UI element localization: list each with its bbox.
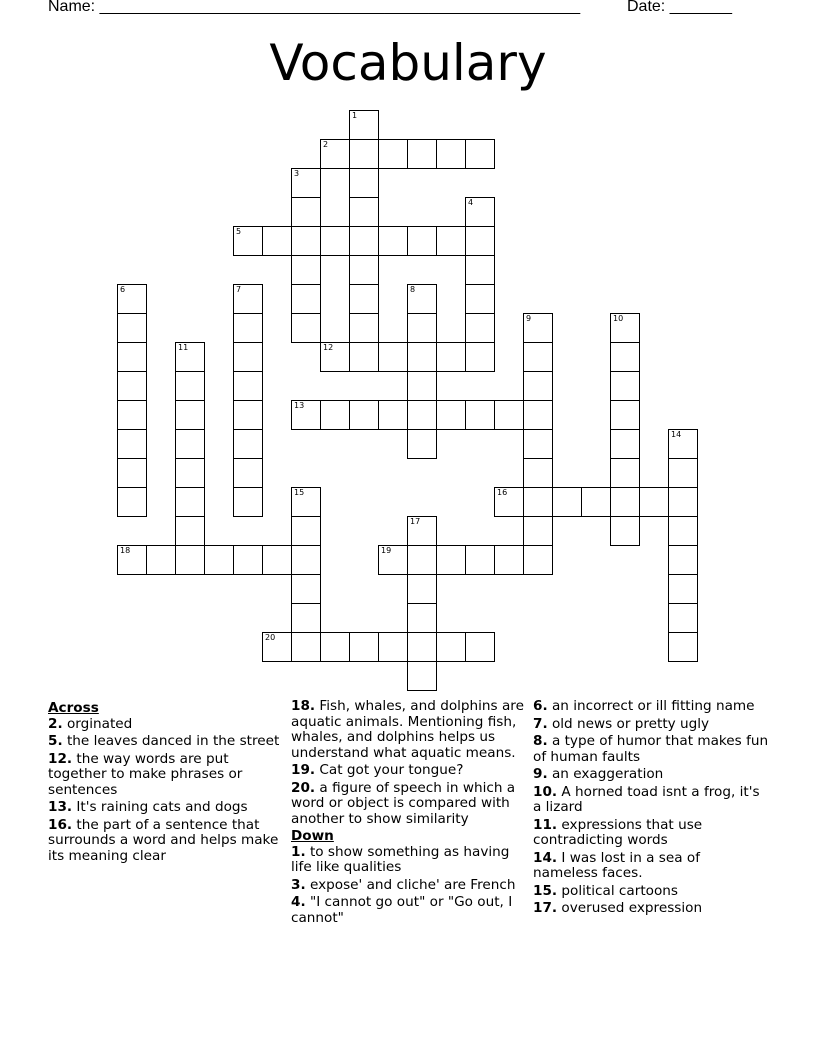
grid-cell[interactable] [407,284,437,314]
grid-cell[interactable] [610,371,640,401]
clue-item [291,895,527,926]
grid-cell[interactable] [465,632,495,662]
clue-number: 4. [291,894,306,910]
clue-item [533,884,769,900]
grid-cell[interactable] [349,284,379,314]
grid-cell[interactable] [233,284,263,314]
clue-number: 15. [533,882,558,899]
grid-cell[interactable] [523,516,553,546]
cell-number: 2 [323,140,329,149]
grid-cell[interactable] [146,545,176,575]
grid-cell[interactable] [117,284,147,314]
clue-item [533,818,769,849]
grid-cell[interactable] [291,574,321,604]
clue-number: 16. [48,816,73,833]
grid-cell[interactable] [291,197,321,227]
cell-number: 18 [120,546,131,555]
clue-item [48,734,284,750]
clue-text: the part of a sentence that surrounds a word and helps make its meaning clear [48,816,279,864]
clue-text: old news or pretty ugly [551,715,710,732]
grid-cell[interactable] [610,487,640,517]
grid-cell[interactable] [407,313,437,343]
grid-cell[interactable] [494,400,524,430]
clues-column-1 [48,699,284,866]
clue-text: expressions that use contradicting words [533,816,703,848]
clue-number: 9. [533,766,548,782]
clue-text: the leaves danced in the street [66,733,280,749]
clue-number: 14. [533,849,558,866]
grid-cell[interactable] [465,197,495,227]
clue-text: expose' and cliche' are French [309,876,516,893]
grid-cell[interactable] [465,139,495,169]
clue-item [48,752,284,799]
grid-cell[interactable] [378,226,408,256]
grid-cell[interactable] [349,342,379,372]
grid-cell[interactable] [291,516,321,546]
clue-number: 13. [48,799,73,815]
grid-cell[interactable] [291,545,321,575]
cell-number: 11 [178,343,189,352]
clue-number: 17. [533,900,558,916]
grid-cell[interactable] [465,313,495,343]
grid-cell[interactable] [233,342,263,372]
clue-item [533,734,769,765]
clue-text: an exaggeration [551,766,664,782]
clue-text: an incorrect or ill fitting name [551,698,755,714]
grid-cell[interactable] [349,632,379,662]
grid-cell[interactable] [349,313,379,343]
grid-cell[interactable] [320,400,350,430]
grid-cell[interactable] [523,487,553,517]
cell-number: 4 [468,198,474,207]
grid-cell[interactable] [291,226,321,256]
clue-number: 19. [291,762,316,778]
clue-number: 7. [533,715,548,732]
clue-item [48,800,284,816]
grid-cell[interactable] [581,487,611,517]
grid-cell[interactable] [668,632,698,662]
grid-cell[interactable] [407,661,437,691]
clue-number: 6. [533,698,548,714]
cell-number: 17 [410,517,421,526]
clue-item [48,818,284,865]
clue-number: 5. [48,733,63,749]
cell-number: 6 [120,285,126,294]
grid-cell[interactable] [523,342,553,372]
grid-cell[interactable] [233,429,263,459]
grid-cell[interactable] [552,487,582,517]
clue-item [533,767,769,783]
grid-cell[interactable] [436,342,466,372]
cell-number: 16 [497,488,508,497]
grid-cell[interactable] [436,545,466,575]
grid-cell[interactable] [407,226,437,256]
clue-text: Fish, whales, and dolphins are aquatic animals. Mentioning fish, whales, and dolphins helps us understand what aquatic means. [291,698,524,761]
clue-text: the way words are put together to make phrases or sentences [48,750,243,798]
page-title: Vocabulary [269,34,547,92]
clue-number: 1. [291,843,306,860]
clue-section-title: Down [291,828,334,844]
clue-number: 20. [291,779,316,796]
grid-cell[interactable] [291,400,321,430]
grid-cell[interactable] [349,226,379,256]
grid-cell[interactable] [668,429,698,459]
grid-cell[interactable] [465,545,495,575]
grid-cell[interactable] [233,226,263,256]
grid-cell[interactable] [523,400,553,430]
grid-cell[interactable] [610,429,640,459]
grid-cell[interactable] [233,458,263,488]
grid-cell[interactable] [117,458,147,488]
grid-cell[interactable] [233,545,263,575]
grid-cell[interactable] [668,574,698,604]
grid-cell[interactable] [407,429,437,459]
clue-item [533,699,769,715]
grid-cell[interactable] [610,313,640,343]
grid-cell[interactable] [407,371,437,401]
grid-cell[interactable] [175,429,205,459]
clue-text: overused expression [561,900,703,916]
grid-cell[interactable] [378,342,408,372]
clue-text: "I cannot go out" or "Go out, I cannot" [291,894,513,926]
grid-cell[interactable] [436,400,466,430]
clue-number: 18. [291,698,316,714]
grid-cell[interactable] [407,632,437,662]
grid-cell[interactable] [349,400,379,430]
clue-number: 12. [48,750,73,767]
grid-cell[interactable] [378,632,408,662]
grid-cell[interactable] [436,226,466,256]
grid-cell[interactable] [465,400,495,430]
grid-cell[interactable] [175,487,205,517]
clue-number: 2. [48,715,63,732]
cell-number: 10 [613,314,624,323]
cell-number: 14 [671,430,682,439]
grid-cell[interactable] [523,545,553,575]
clue-number: 10. [533,783,558,800]
grid-cell[interactable] [610,400,640,430]
grid-cell[interactable] [117,313,147,343]
clue-item [291,699,527,761]
grid-cell[interactable] [407,574,437,604]
grid-cell[interactable] [407,603,437,633]
grid-cell[interactable] [175,371,205,401]
grid-cell[interactable] [668,516,698,546]
grid-cell[interactable] [465,255,495,285]
grid-cell[interactable] [610,458,640,488]
grid-cell[interactable] [668,603,698,633]
grid-cell[interactable] [175,516,205,546]
clue-item [291,845,527,876]
grid-cell[interactable] [407,139,437,169]
cell-number: 12 [323,343,334,352]
clue-text: a type of humor that makes fun of human faults [533,733,769,765]
clue-item [291,878,527,894]
grid-cell[interactable] [494,487,524,517]
grid-cell[interactable] [291,603,321,633]
grid-cell[interactable] [668,458,698,488]
grid-cell[interactable] [233,313,263,343]
grid-cell[interactable] [291,255,321,285]
grid-cell[interactable] [668,487,698,517]
clue-text: Cat got your tongue? [319,762,464,778]
grid-cell[interactable] [175,400,205,430]
grid-cell[interactable] [233,400,263,430]
grid-cell[interactable] [668,545,698,575]
cell-number: 15 [294,488,305,497]
grid-cell[interactable] [465,284,495,314]
grid-cell[interactable] [117,429,147,459]
grid-cell[interactable] [523,429,553,459]
grid-cell[interactable] [407,545,437,575]
grid-cell[interactable] [349,139,379,169]
cell-number: 19 [381,546,392,555]
grid-cell[interactable] [175,342,205,372]
cell-number: 20 [265,633,276,642]
grid-cell[interactable] [523,458,553,488]
clue-item [533,785,769,816]
grid-cell[interactable] [349,110,379,140]
grid-cell[interactable] [407,516,437,546]
grid-cell[interactable] [233,487,263,517]
clue-item [291,781,527,828]
grid-cell[interactable] [262,226,292,256]
grid-cell[interactable] [262,545,292,575]
grid-cell[interactable] [291,168,321,198]
grid-cell[interactable] [117,487,147,517]
grid-cell[interactable] [175,545,205,575]
cell-number: 1 [352,111,358,120]
grid-cell[interactable] [233,371,263,401]
cell-number: 9 [526,314,532,323]
clue-text: a figure of speech in which a word or object is compared with another to show similarity [291,779,516,827]
clue-item [48,717,284,733]
grid-cell[interactable] [117,400,147,430]
grid-cell[interactable] [262,632,292,662]
grid-cell[interactable] [523,371,553,401]
clue-text: It's raining cats and dogs [76,799,248,815]
clue-item [533,901,769,917]
cell-number: 7 [236,285,242,294]
grid-cell[interactable] [378,139,408,169]
cell-number: 3 [294,169,300,178]
grid-cell[interactable] [291,632,321,662]
clue-text: to show something as having life like qualities [291,843,510,875]
grid-cell[interactable] [349,255,379,285]
grid-cell[interactable] [465,226,495,256]
clue-number: 11. [533,816,558,833]
name-field-label[interactable]: Name: ______________________________________________________ [48,0,581,15]
grid-cell[interactable] [320,342,350,372]
clue-text: orginated [66,715,133,732]
cell-number: 5 [236,227,242,236]
clue-item [533,851,769,882]
clue-number: 3. [291,876,306,893]
grid-cell[interactable] [639,487,669,517]
clue-section-title: Across [48,700,99,716]
clue-text: I was lost in a sea of nameless faces. [533,849,700,881]
grid-cell[interactable] [320,226,350,256]
grid-cell[interactable] [320,139,350,169]
clue-number: 8. [533,733,548,749]
grid-cell[interactable] [436,632,466,662]
grid-cell[interactable] [117,342,147,372]
grid-cell[interactable] [610,516,640,546]
grid-cell[interactable] [291,487,321,517]
grid-cell[interactable] [175,458,205,488]
grid-cell[interactable] [494,545,524,575]
grid-cell[interactable] [117,371,147,401]
date-field-label[interactable]: Date: _______ [627,0,732,15]
grid-cell[interactable] [407,342,437,372]
cell-number: 13 [294,401,305,410]
grid-cell[interactable] [378,400,408,430]
clue-item [291,763,527,779]
grid-cell[interactable] [349,197,379,227]
grid-cell[interactable] [523,313,553,343]
clue-text: political cartoons [561,882,678,899]
clues-column-3 [533,699,769,919]
grid-cell[interactable] [117,545,147,575]
grid-cell[interactable] [436,139,466,169]
grid-cell[interactable] [349,168,379,198]
grid-cell[interactable] [204,545,234,575]
grid-cell[interactable] [407,400,437,430]
grid-cell[interactable] [378,545,408,575]
grid-cell[interactable] [291,313,321,343]
clue-item [533,717,769,733]
cell-number: 8 [410,285,416,294]
clues-column-2 [291,699,527,928]
grid-cell[interactable] [465,342,495,372]
grid-cell[interactable] [320,632,350,662]
grid-cell[interactable] [291,284,321,314]
clue-text: A horned toad isnt a frog, it's a lizard [533,783,760,815]
grid-cell[interactable] [610,342,640,372]
